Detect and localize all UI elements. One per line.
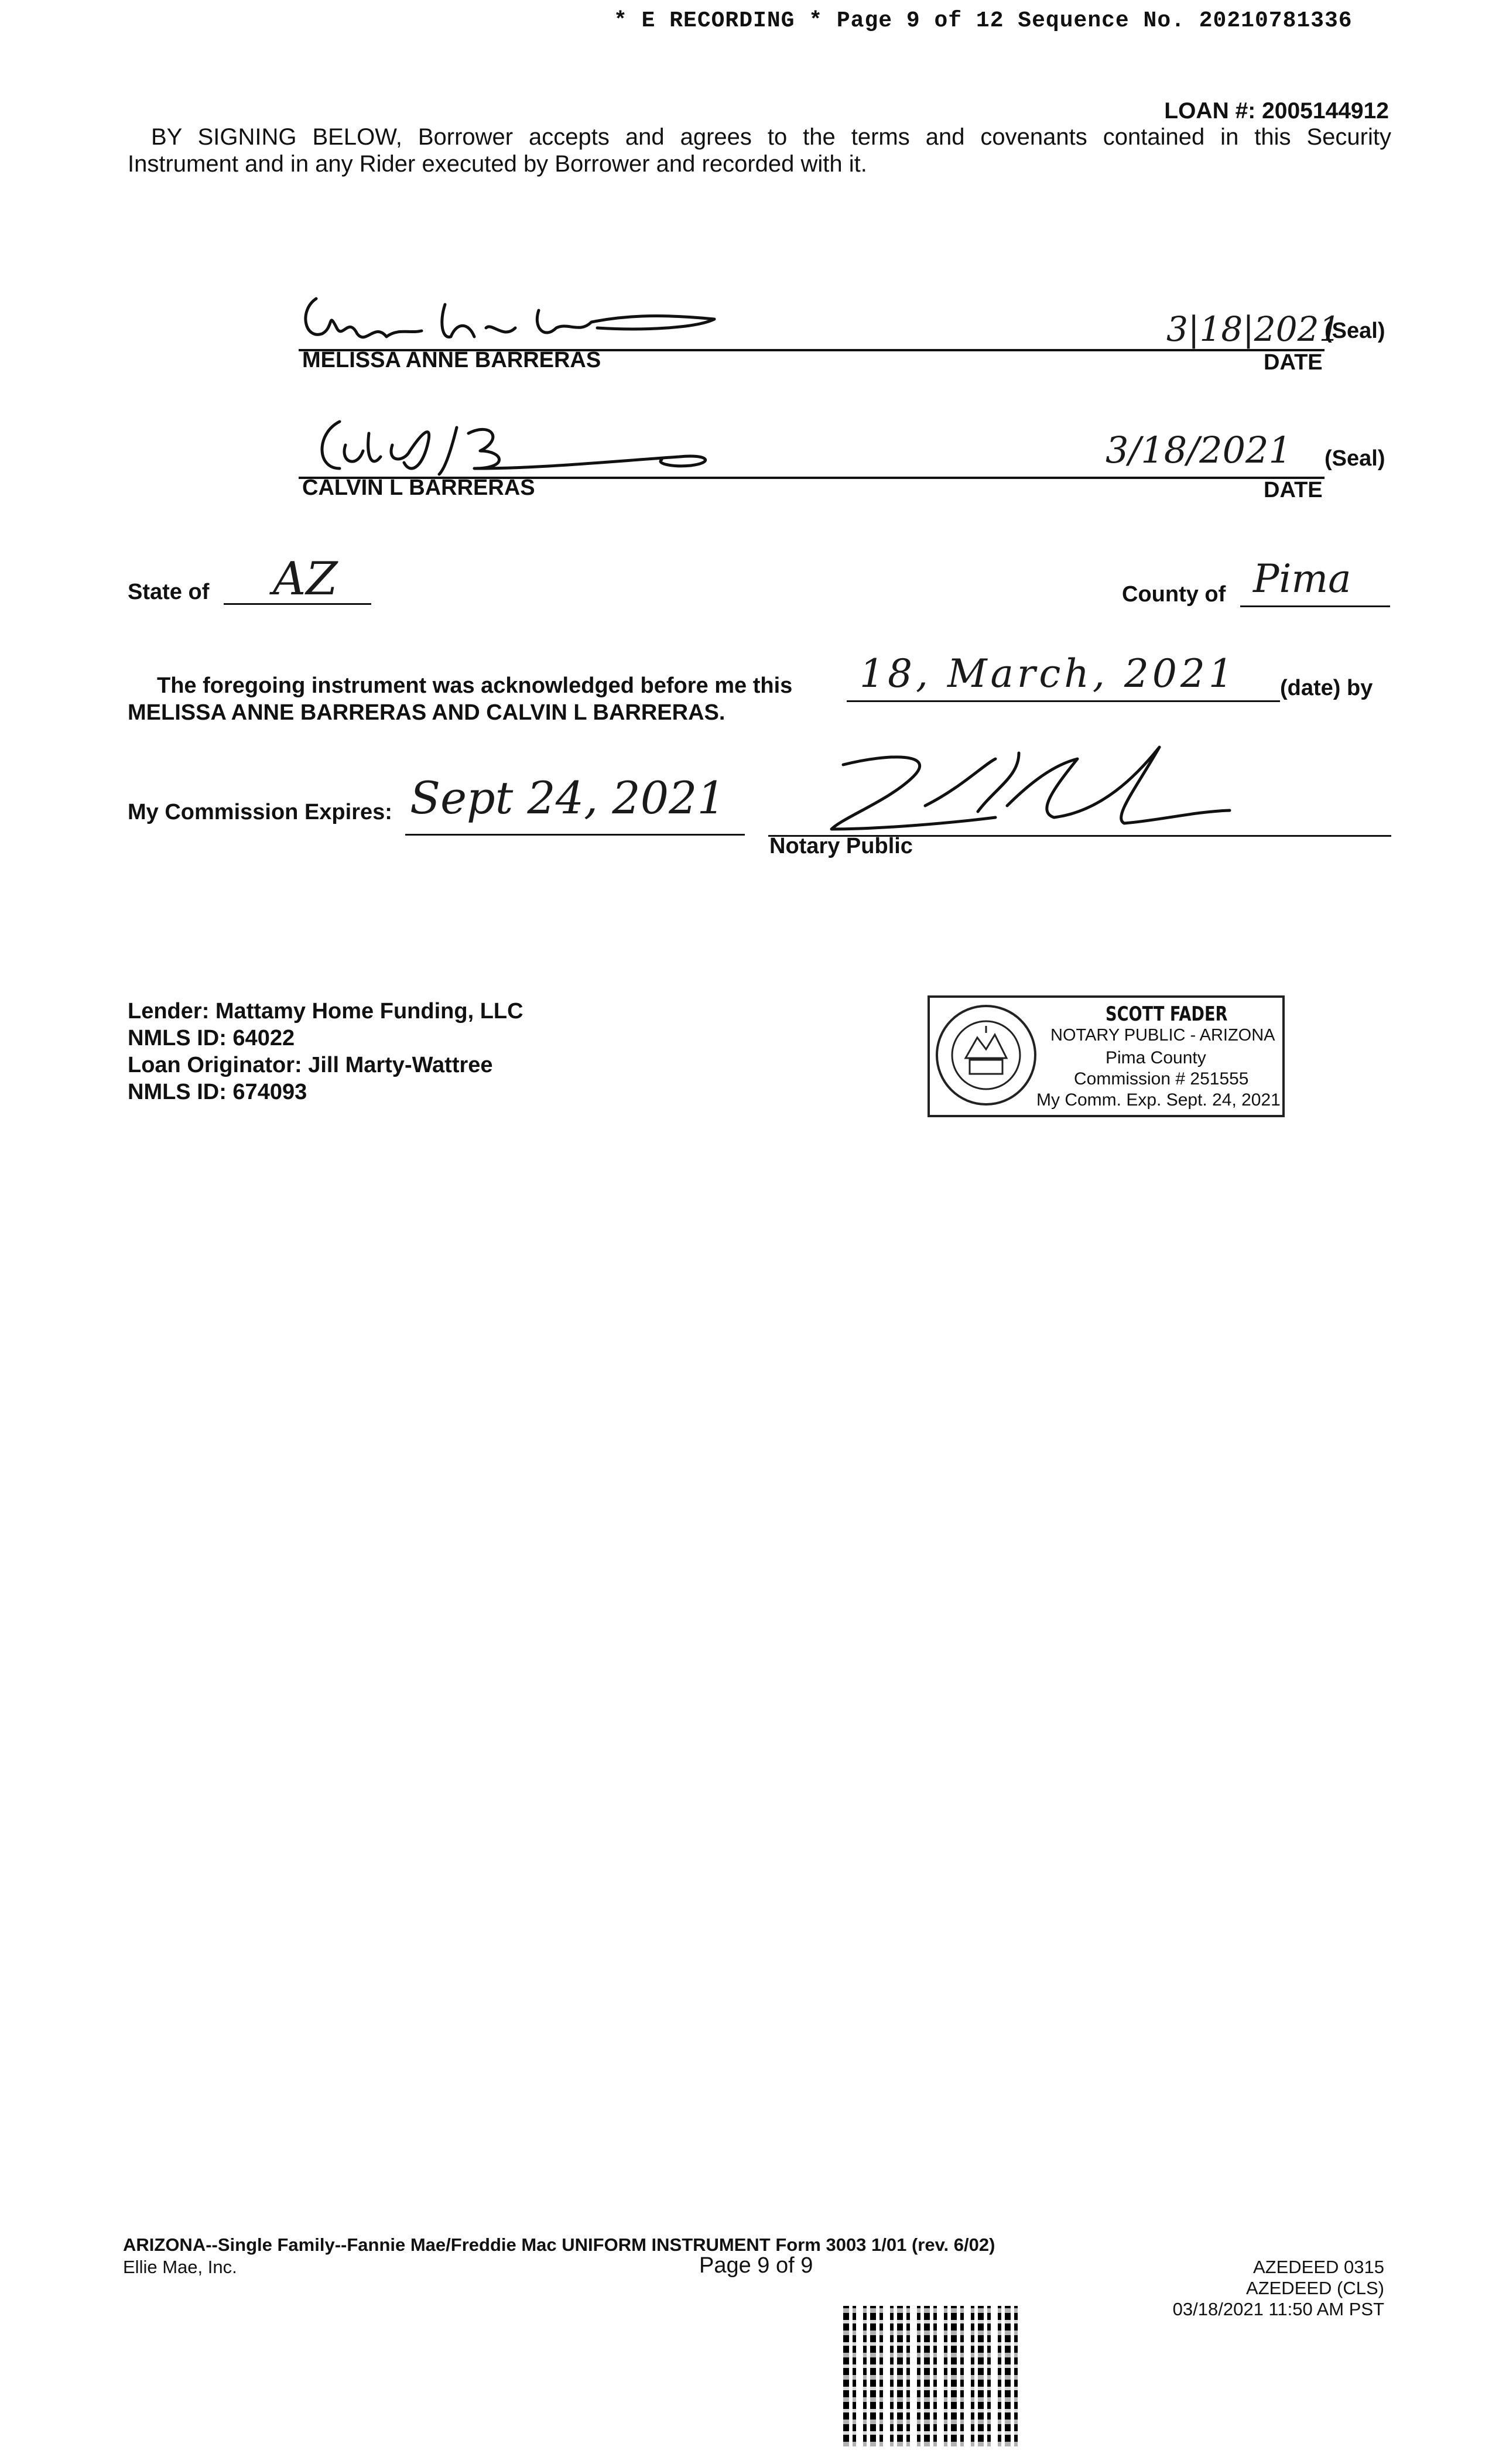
footer-page: Page 9 of 9 xyxy=(699,2253,813,2278)
state-label: State of xyxy=(128,580,210,604)
stamp-county: Pima County xyxy=(1106,1048,1206,1067)
hand-date-melissa: 3|18|2021 xyxy=(1166,309,1341,349)
signer-name-calvin: CALVIN L BARRERAS xyxy=(302,475,535,500)
date-label-calvin: DATE xyxy=(1264,478,1323,502)
stamp-title: NOTARY PUBLIC - ARIZONA xyxy=(1050,1026,1275,1045)
commission-value: Sept 24, 2021 xyxy=(410,772,725,824)
ack-text: The foregoing instrument was acknowledged before me this xyxy=(157,673,793,698)
footer-vendor: Ellie Mae, Inc. xyxy=(123,2257,237,2277)
signature-melissa xyxy=(293,287,738,357)
footer-code-2: AZEDEED (CLS) xyxy=(1246,2278,1384,2298)
lender-line-2: NMLS ID: 64022 xyxy=(128,1026,295,1050)
county-value: Pima xyxy=(1253,556,1351,601)
intro-line-2: Instrument and in any Rider executed by Borrower and recorded with it. xyxy=(128,151,867,177)
arizona-seal xyxy=(933,1002,1039,1108)
ack-names: MELISSA ANNE BARRERAS AND CALVIN L BARRERAS. xyxy=(128,700,725,725)
barcode xyxy=(843,2306,1019,2446)
commission-label: My Commission Expires: xyxy=(128,800,392,824)
intro-line-1: BY SIGNING BELOW, Borrower accepts and agrees to the terms and covenants contained in this Security xyxy=(151,124,1391,150)
seal-label-calvin: (Seal) xyxy=(1325,446,1385,471)
ack-date-line xyxy=(847,700,1280,702)
ack-date-value: 18, March, 2021 xyxy=(860,651,1237,696)
hand-date-calvin: 3/18/2021 xyxy=(1106,429,1292,471)
county-line xyxy=(1240,605,1390,607)
lender-line-4: NMLS ID: 674093 xyxy=(128,1080,307,1104)
footer-timestamp: 03/18/2021 11:50 AM PST xyxy=(1172,2299,1384,2319)
county-label: County of xyxy=(1122,582,1226,607)
seal-label-melissa: (Seal) xyxy=(1325,319,1385,343)
footer-form: ARIZONA--Single Family--Fannie Mae/Freddie Mac UNIFORM INSTRUMENT Form 3003 1/01 (rev. 6/02) xyxy=(123,2234,995,2255)
loan-number: LOAN #: 2005144912 xyxy=(1164,98,1389,124)
recording-header: * E RECORDING * Page 9 of 12 Sequence No. 20210781336 xyxy=(614,8,1353,33)
commission-line xyxy=(405,834,745,836)
stamp-expires: My Comm. Exp. Sept. 24, 2021 xyxy=(1036,1090,1281,1110)
signer-name-melissa: MELISSA ANNE BARRERAS xyxy=(302,348,601,372)
notary-stamp xyxy=(928,995,1285,1117)
signature-calvin xyxy=(304,410,738,486)
date-label-melissa: DATE xyxy=(1264,350,1323,375)
stamp-commission: Commission # 251555 xyxy=(1074,1069,1249,1089)
lender-line-3: Loan Originator: Jill Marty-Wattree xyxy=(128,1053,493,1077)
lender-line-1: Lender: Mattamy Home Funding, LLC xyxy=(128,999,523,1024)
stamp-name: SCOTT FADER xyxy=(1106,1002,1228,1026)
notary-public-label: Notary Public xyxy=(769,834,913,858)
ack-suffix: (date) by xyxy=(1280,676,1373,700)
footer-code-1: AZEDEED 0315 xyxy=(1253,2257,1384,2277)
state-value: AZ xyxy=(273,553,338,605)
